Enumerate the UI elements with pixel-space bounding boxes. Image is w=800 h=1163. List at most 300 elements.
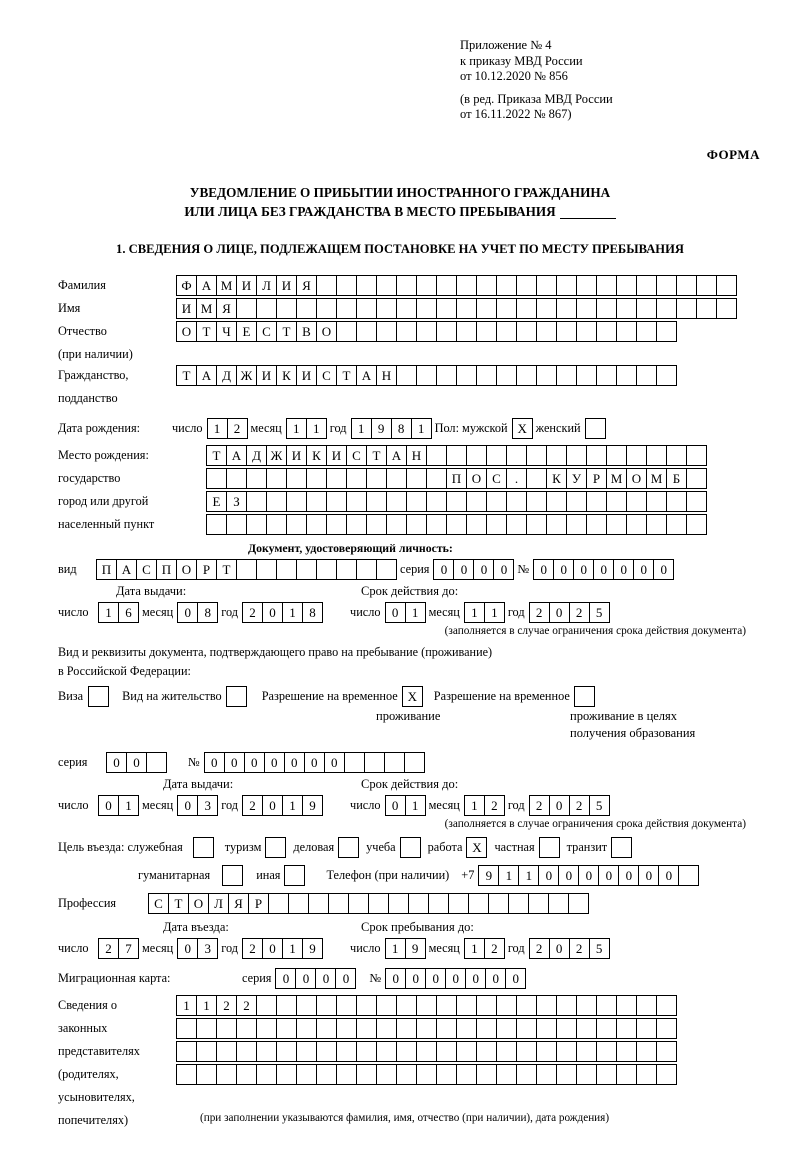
form-cell[interactable]: О bbox=[188, 893, 209, 914]
form-cell[interactable]: 0 bbox=[284, 752, 305, 773]
form-cell[interactable]: О bbox=[176, 321, 197, 342]
form-cell[interactable]: У bbox=[566, 468, 587, 489]
form-cell[interactable]: 0 bbox=[598, 865, 619, 886]
form-cell[interactable] bbox=[286, 491, 307, 512]
form-cell[interactable] bbox=[676, 298, 697, 319]
form-cell[interactable]: X bbox=[466, 837, 487, 858]
form-cell[interactable]: М bbox=[216, 275, 237, 296]
form-cell[interactable] bbox=[196, 1018, 217, 1039]
form-cell[interactable] bbox=[636, 275, 657, 296]
birth-year-input[interactable] bbox=[351, 418, 431, 439]
form-cell[interactable]: 0 bbox=[106, 752, 127, 773]
temp-residence-checkbox[interactable] bbox=[402, 686, 422, 707]
form-cell[interactable]: Т bbox=[168, 893, 189, 914]
form-cell[interactable]: . bbox=[506, 468, 527, 489]
form-cell[interactable] bbox=[516, 321, 537, 342]
form-cell[interactable] bbox=[416, 365, 437, 386]
form-cell[interactable] bbox=[226, 468, 247, 489]
form-cell[interactable]: 9 bbox=[405, 938, 426, 959]
form-cell[interactable] bbox=[396, 1018, 417, 1039]
form-cell[interactable] bbox=[646, 514, 667, 535]
form-cell[interactable]: О bbox=[316, 321, 337, 342]
form-cell[interactable] bbox=[376, 275, 397, 296]
surname-input[interactable] bbox=[176, 275, 736, 296]
form-cell[interactable]: 0 bbox=[204, 752, 225, 773]
form-cell[interactable] bbox=[466, 491, 487, 512]
form-cell[interactable]: 0 bbox=[262, 795, 283, 816]
form-cell[interactable]: И bbox=[256, 365, 277, 386]
form-cell[interactable]: 0 bbox=[549, 938, 570, 959]
form-cell[interactable] bbox=[316, 275, 337, 296]
form-cell[interactable] bbox=[336, 275, 357, 296]
form-cell[interactable]: С bbox=[256, 321, 277, 342]
form-cell[interactable] bbox=[366, 514, 387, 535]
form-cell[interactable] bbox=[316, 995, 337, 1016]
form-cell[interactable]: 0 bbox=[177, 602, 198, 623]
form-cell[interactable] bbox=[636, 1018, 657, 1039]
form-cell[interactable] bbox=[496, 1018, 517, 1039]
form-cell[interactable] bbox=[404, 752, 425, 773]
form-cell[interactable]: 1 bbox=[464, 795, 485, 816]
form-cell[interactable]: 0 bbox=[485, 968, 506, 989]
form-cell[interactable]: Р bbox=[196, 559, 217, 580]
form-cell[interactable] bbox=[338, 837, 359, 858]
entry-day-input[interactable] bbox=[98, 938, 138, 959]
form-cell[interactable] bbox=[216, 1041, 237, 1062]
form-cell[interactable] bbox=[526, 445, 547, 466]
form-cell[interactable]: Ф bbox=[176, 275, 197, 296]
form-cell[interactable]: 0 bbox=[633, 559, 654, 580]
visa-checkbox[interactable] bbox=[88, 686, 108, 707]
form-cell[interactable] bbox=[506, 491, 527, 512]
form-cell[interactable] bbox=[346, 491, 367, 512]
form-cell[interactable] bbox=[176, 1064, 197, 1085]
form-cell[interactable] bbox=[556, 365, 577, 386]
form-cell[interactable]: Д bbox=[216, 365, 237, 386]
form-cell[interactable] bbox=[416, 321, 437, 342]
form-cell[interactable] bbox=[626, 445, 647, 466]
form-cell[interactable]: 8 bbox=[302, 602, 323, 623]
birthplace-city-input-line1[interactable] bbox=[206, 468, 706, 489]
permit-valid-year-input[interactable] bbox=[529, 795, 609, 816]
form-cell[interactable] bbox=[548, 893, 569, 914]
form-cell[interactable] bbox=[276, 995, 297, 1016]
form-cell[interactable] bbox=[636, 995, 657, 1016]
form-cell[interactable] bbox=[486, 445, 507, 466]
form-cell[interactable] bbox=[576, 1018, 597, 1039]
form-cell[interactable]: 0 bbox=[177, 938, 198, 959]
form-cell[interactable] bbox=[576, 275, 597, 296]
form-cell[interactable] bbox=[476, 298, 497, 319]
form-cell[interactable]: 1 bbox=[282, 938, 303, 959]
form-cell[interactable] bbox=[666, 491, 687, 512]
form-cell[interactable] bbox=[256, 1041, 277, 1062]
form-cell[interactable]: 1 bbox=[282, 795, 303, 816]
doc-valid-day-input[interactable] bbox=[385, 602, 425, 623]
form-cell[interactable] bbox=[476, 321, 497, 342]
form-cell[interactable]: 5 bbox=[589, 602, 610, 623]
form-cell[interactable] bbox=[656, 365, 677, 386]
form-cell[interactable]: 3 bbox=[197, 795, 218, 816]
entry-month-input[interactable] bbox=[177, 938, 217, 959]
form-cell[interactable] bbox=[316, 1041, 337, 1062]
form-cell[interactable]: С bbox=[486, 468, 507, 489]
form-cell[interactable] bbox=[256, 1018, 277, 1039]
form-cell[interactable] bbox=[606, 514, 627, 535]
form-cell[interactable]: 0 bbox=[538, 865, 559, 886]
form-cell[interactable] bbox=[356, 1041, 377, 1062]
form-cell[interactable]: 9 bbox=[302, 795, 323, 816]
form-cell[interactable] bbox=[396, 1041, 417, 1062]
form-cell[interactable] bbox=[436, 275, 457, 296]
form-cell[interactable] bbox=[376, 1041, 397, 1062]
form-cell[interactable] bbox=[446, 445, 467, 466]
form-cell[interactable] bbox=[426, 445, 447, 466]
form-cell[interactable] bbox=[336, 321, 357, 342]
permit-series-input[interactable] bbox=[106, 752, 166, 773]
form-cell[interactable] bbox=[686, 514, 707, 535]
form-cell[interactable] bbox=[476, 1064, 497, 1085]
form-cell[interactable] bbox=[376, 1018, 397, 1039]
form-cell[interactable]: 0 bbox=[658, 865, 679, 886]
form-cell[interactable]: М bbox=[646, 468, 667, 489]
form-cell[interactable]: 1 bbox=[518, 865, 539, 886]
form-cell[interactable]: З bbox=[226, 491, 247, 512]
form-cell[interactable] bbox=[646, 491, 667, 512]
form-cell[interactable]: 5 bbox=[589, 795, 610, 816]
form-cell[interactable]: П bbox=[156, 559, 177, 580]
form-cell[interactable] bbox=[206, 514, 227, 535]
form-cell[interactable] bbox=[236, 298, 257, 319]
form-cell[interactable] bbox=[276, 1064, 297, 1085]
form-cell[interactable]: Ж bbox=[236, 365, 257, 386]
form-cell[interactable]: Е bbox=[236, 321, 257, 342]
form-cell[interactable]: Т bbox=[196, 321, 217, 342]
form-cell[interactable]: 2 bbox=[484, 938, 505, 959]
form-cell[interactable] bbox=[526, 491, 547, 512]
form-cell[interactable] bbox=[616, 298, 637, 319]
form-cell[interactable]: 1 bbox=[405, 602, 426, 623]
form-cell[interactable]: 9 bbox=[478, 865, 499, 886]
form-cell[interactable] bbox=[476, 275, 497, 296]
form-cell[interactable] bbox=[456, 995, 477, 1016]
form-cell[interactable]: 2 bbox=[242, 938, 263, 959]
form-cell[interactable]: 1 bbox=[306, 418, 327, 439]
form-cell[interactable] bbox=[416, 298, 437, 319]
form-cell[interactable]: 0 bbox=[453, 559, 474, 580]
citizenship-input[interactable] bbox=[176, 365, 676, 386]
form-cell[interactable]: 0 bbox=[385, 795, 406, 816]
form-cell[interactable] bbox=[656, 995, 677, 1016]
form-cell[interactable]: 1 bbox=[484, 602, 505, 623]
form-cell[interactable] bbox=[356, 275, 377, 296]
form-cell[interactable] bbox=[306, 491, 327, 512]
form-cell[interactable] bbox=[606, 491, 627, 512]
form-cell[interactable] bbox=[388, 893, 409, 914]
form-cell[interactable] bbox=[516, 298, 537, 319]
form-cell[interactable] bbox=[606, 445, 627, 466]
form-cell[interactable] bbox=[496, 275, 517, 296]
form-cell[interactable]: 1 bbox=[405, 795, 426, 816]
form-cell[interactable] bbox=[196, 1041, 217, 1062]
form-cell[interactable]: 0 bbox=[385, 602, 406, 623]
form-cell[interactable] bbox=[276, 559, 297, 580]
purpose-private-checkbox[interactable] bbox=[539, 837, 559, 858]
stay-year-input[interactable] bbox=[529, 938, 609, 959]
form-cell[interactable] bbox=[336, 1041, 357, 1062]
form-cell[interactable]: 0 bbox=[335, 968, 356, 989]
form-cell[interactable] bbox=[376, 1064, 397, 1085]
form-cell[interactable] bbox=[316, 1018, 337, 1039]
form-cell[interactable]: А bbox=[196, 365, 217, 386]
form-cell[interactable] bbox=[316, 1064, 337, 1085]
form-cell[interactable] bbox=[346, 468, 367, 489]
form-cell[interactable] bbox=[446, 491, 467, 512]
form-cell[interactable]: 0 bbox=[505, 968, 526, 989]
form-cell[interactable] bbox=[476, 365, 497, 386]
form-cell[interactable] bbox=[306, 468, 327, 489]
form-cell[interactable] bbox=[426, 514, 447, 535]
purpose-other-checkbox[interactable] bbox=[284, 865, 304, 886]
form-cell[interactable]: М bbox=[196, 298, 217, 319]
form-cell[interactable] bbox=[716, 298, 737, 319]
form-cell[interactable]: К bbox=[276, 365, 297, 386]
permit-issue-month-input[interactable] bbox=[177, 795, 217, 816]
form-cell[interactable]: 1 bbox=[385, 938, 406, 959]
form-cell[interactable] bbox=[678, 865, 699, 886]
form-cell[interactable] bbox=[466, 514, 487, 535]
purpose-official-checkbox[interactable] bbox=[193, 837, 213, 858]
form-cell[interactable]: 2 bbox=[569, 938, 590, 959]
form-cell[interactable] bbox=[496, 321, 517, 342]
birthplace-city-input-line2[interactable] bbox=[206, 491, 706, 512]
form-cell[interactable]: 3 bbox=[197, 938, 218, 959]
form-cell[interactable] bbox=[265, 837, 286, 858]
form-cell[interactable] bbox=[356, 1018, 377, 1039]
form-cell[interactable]: К bbox=[546, 468, 567, 489]
migration-number-input[interactable] bbox=[385, 968, 525, 989]
form-cell[interactable] bbox=[436, 1018, 457, 1039]
form-cell[interactable] bbox=[428, 893, 449, 914]
form-cell[interactable]: О bbox=[466, 468, 487, 489]
form-cell[interactable] bbox=[336, 1018, 357, 1039]
form-cell[interactable] bbox=[516, 365, 537, 386]
form-cell[interactable]: 0 bbox=[262, 938, 283, 959]
form-cell[interactable]: 0 bbox=[324, 752, 345, 773]
form-cell[interactable]: 0 bbox=[224, 752, 245, 773]
form-cell[interactable] bbox=[336, 1064, 357, 1085]
form-cell[interactable] bbox=[376, 298, 397, 319]
form-cell[interactable] bbox=[596, 321, 617, 342]
form-cell[interactable]: Е bbox=[206, 491, 227, 512]
form-cell[interactable] bbox=[656, 1018, 677, 1039]
form-cell[interactable] bbox=[236, 1018, 257, 1039]
form-cell[interactable] bbox=[526, 468, 547, 489]
form-cell[interactable] bbox=[436, 995, 457, 1016]
form-cell[interactable]: 2 bbox=[529, 602, 550, 623]
form-cell[interactable] bbox=[696, 275, 717, 296]
form-cell[interactable]: Н bbox=[376, 365, 397, 386]
form-cell[interactable]: И bbox=[176, 298, 197, 319]
birth-day-input[interactable] bbox=[207, 418, 247, 439]
permit-number-input[interactable] bbox=[204, 752, 424, 773]
form-cell[interactable] bbox=[476, 1018, 497, 1039]
form-cell[interactable] bbox=[656, 275, 677, 296]
form-cell[interactable] bbox=[556, 275, 577, 296]
form-cell[interactable] bbox=[364, 752, 385, 773]
form-cell[interactable]: Т bbox=[216, 559, 237, 580]
stay-day-input[interactable] bbox=[385, 938, 425, 959]
form-cell[interactable] bbox=[436, 1064, 457, 1085]
form-cell[interactable] bbox=[256, 995, 277, 1016]
form-cell[interactable]: 0 bbox=[593, 559, 614, 580]
form-cell[interactable]: О bbox=[176, 559, 197, 580]
form-cell[interactable] bbox=[616, 1064, 637, 1085]
form-cell[interactable] bbox=[386, 468, 407, 489]
form-cell[interactable] bbox=[456, 1018, 477, 1039]
form-cell[interactable]: И bbox=[326, 445, 347, 466]
form-cell[interactable]: С bbox=[346, 445, 367, 466]
form-cell[interactable] bbox=[496, 995, 517, 1016]
sex-male-checkbox[interactable] bbox=[512, 418, 532, 439]
form-cell[interactable] bbox=[596, 1041, 617, 1062]
purpose-business-checkbox[interactable] bbox=[338, 837, 358, 858]
form-cell[interactable] bbox=[476, 995, 497, 1016]
form-cell[interactable] bbox=[666, 514, 687, 535]
doc-valid-month-input[interactable] bbox=[464, 602, 504, 623]
form-cell[interactable]: 1 bbox=[464, 602, 485, 623]
form-cell[interactable]: 1 bbox=[98, 602, 119, 623]
permit-valid-day-input[interactable] bbox=[385, 795, 425, 816]
form-cell[interactable]: И bbox=[236, 275, 257, 296]
form-cell[interactable]: 5 bbox=[589, 938, 610, 959]
form-cell[interactable]: 2 bbox=[529, 938, 550, 959]
form-cell[interactable] bbox=[376, 995, 397, 1016]
form-cell[interactable] bbox=[88, 686, 109, 707]
form-cell[interactable]: X bbox=[402, 686, 423, 707]
form-cell[interactable]: 0 bbox=[533, 559, 554, 580]
form-cell[interactable] bbox=[226, 514, 247, 535]
form-cell[interactable]: Б bbox=[666, 468, 687, 489]
form-cell[interactable] bbox=[586, 514, 607, 535]
form-cell[interactable]: Я bbox=[228, 893, 249, 914]
form-cell[interactable]: 8 bbox=[197, 602, 218, 623]
form-cell[interactable] bbox=[536, 1041, 557, 1062]
birthplace-city-input-line3[interactable] bbox=[206, 514, 706, 535]
form-cell[interactable] bbox=[436, 365, 457, 386]
form-cell[interactable] bbox=[516, 1041, 537, 1062]
form-cell[interactable]: 0 bbox=[425, 968, 446, 989]
form-cell[interactable]: 0 bbox=[558, 865, 579, 886]
form-cell[interactable]: 0 bbox=[549, 602, 570, 623]
form-cell[interactable] bbox=[306, 514, 327, 535]
form-cell[interactable] bbox=[386, 491, 407, 512]
form-cell[interactable]: 8 bbox=[391, 418, 412, 439]
form-cell[interactable]: Н bbox=[406, 445, 427, 466]
form-cell[interactable]: 0 bbox=[618, 865, 639, 886]
form-cell[interactable] bbox=[508, 893, 529, 914]
form-cell[interactable] bbox=[616, 1041, 637, 1062]
form-cell[interactable] bbox=[266, 468, 287, 489]
form-cell[interactable]: 1 bbox=[176, 995, 197, 1016]
form-cell[interactable]: А bbox=[196, 275, 217, 296]
form-cell[interactable]: 0 bbox=[653, 559, 674, 580]
form-cell[interactable] bbox=[516, 1018, 537, 1039]
form-cell[interactable] bbox=[288, 893, 309, 914]
form-cell[interactable]: 0 bbox=[304, 752, 325, 773]
form-cell[interactable]: 0 bbox=[244, 752, 265, 773]
form-cell[interactable] bbox=[716, 275, 737, 296]
form-cell[interactable]: 2 bbox=[529, 795, 550, 816]
form-cell[interactable] bbox=[456, 298, 477, 319]
form-cell[interactable] bbox=[408, 893, 429, 914]
form-cell[interactable] bbox=[196, 1064, 217, 1085]
form-cell[interactable]: 9 bbox=[302, 938, 323, 959]
form-cell[interactable]: Т bbox=[276, 321, 297, 342]
form-cell[interactable] bbox=[516, 995, 537, 1016]
form-cell[interactable]: 0 bbox=[126, 752, 147, 773]
form-cell[interactable] bbox=[576, 321, 597, 342]
form-cell[interactable] bbox=[574, 686, 595, 707]
form-cell[interactable]: 0 bbox=[433, 559, 454, 580]
form-cell[interactable] bbox=[568, 893, 589, 914]
form-cell[interactable] bbox=[536, 321, 557, 342]
form-cell[interactable] bbox=[336, 298, 357, 319]
form-cell[interactable] bbox=[596, 1018, 617, 1039]
form-cell[interactable] bbox=[416, 1018, 437, 1039]
form-cell[interactable]: 2 bbox=[227, 418, 248, 439]
form-cell[interactable] bbox=[296, 1064, 317, 1085]
form-cell[interactable]: С bbox=[148, 893, 169, 914]
form-cell[interactable] bbox=[496, 365, 517, 386]
form-cell[interactable] bbox=[256, 559, 277, 580]
birth-month-input[interactable] bbox=[286, 418, 326, 439]
form-cell[interactable] bbox=[626, 514, 647, 535]
purpose-tourism-checkbox[interactable] bbox=[265, 837, 285, 858]
form-cell[interactable] bbox=[516, 1064, 537, 1085]
form-cell[interactable]: 0 bbox=[638, 865, 659, 886]
form-cell[interactable]: 6 bbox=[118, 602, 139, 623]
form-cell[interactable] bbox=[686, 445, 707, 466]
form-cell[interactable] bbox=[266, 514, 287, 535]
form-cell[interactable]: 1 bbox=[351, 418, 372, 439]
form-cell[interactable]: 7 bbox=[118, 938, 139, 959]
form-cell[interactable] bbox=[246, 514, 267, 535]
form-cell[interactable] bbox=[539, 837, 560, 858]
form-cell[interactable] bbox=[206, 468, 227, 489]
form-cell[interactable]: 2 bbox=[242, 602, 263, 623]
form-cell[interactable] bbox=[268, 893, 289, 914]
doc-number-input[interactable] bbox=[533, 559, 673, 580]
form-cell[interactable] bbox=[366, 491, 387, 512]
form-cell[interactable] bbox=[676, 275, 697, 296]
purpose-work-checkbox[interactable] bbox=[466, 837, 486, 858]
form-cell[interactable] bbox=[585, 418, 606, 439]
form-cell[interactable] bbox=[616, 321, 637, 342]
form-cell[interactable] bbox=[236, 559, 257, 580]
form-cell[interactable] bbox=[396, 365, 417, 386]
form-cell[interactable] bbox=[326, 491, 347, 512]
form-cell[interactable] bbox=[556, 1018, 577, 1039]
form-cell[interactable]: 2 bbox=[242, 795, 263, 816]
form-cell[interactable]: 2 bbox=[569, 795, 590, 816]
form-cell[interactable] bbox=[416, 995, 437, 1016]
form-cell[interactable] bbox=[556, 321, 577, 342]
form-cell[interactable] bbox=[436, 321, 457, 342]
form-cell[interactable] bbox=[611, 837, 632, 858]
form-cell[interactable] bbox=[396, 298, 417, 319]
form-cell[interactable] bbox=[626, 491, 647, 512]
